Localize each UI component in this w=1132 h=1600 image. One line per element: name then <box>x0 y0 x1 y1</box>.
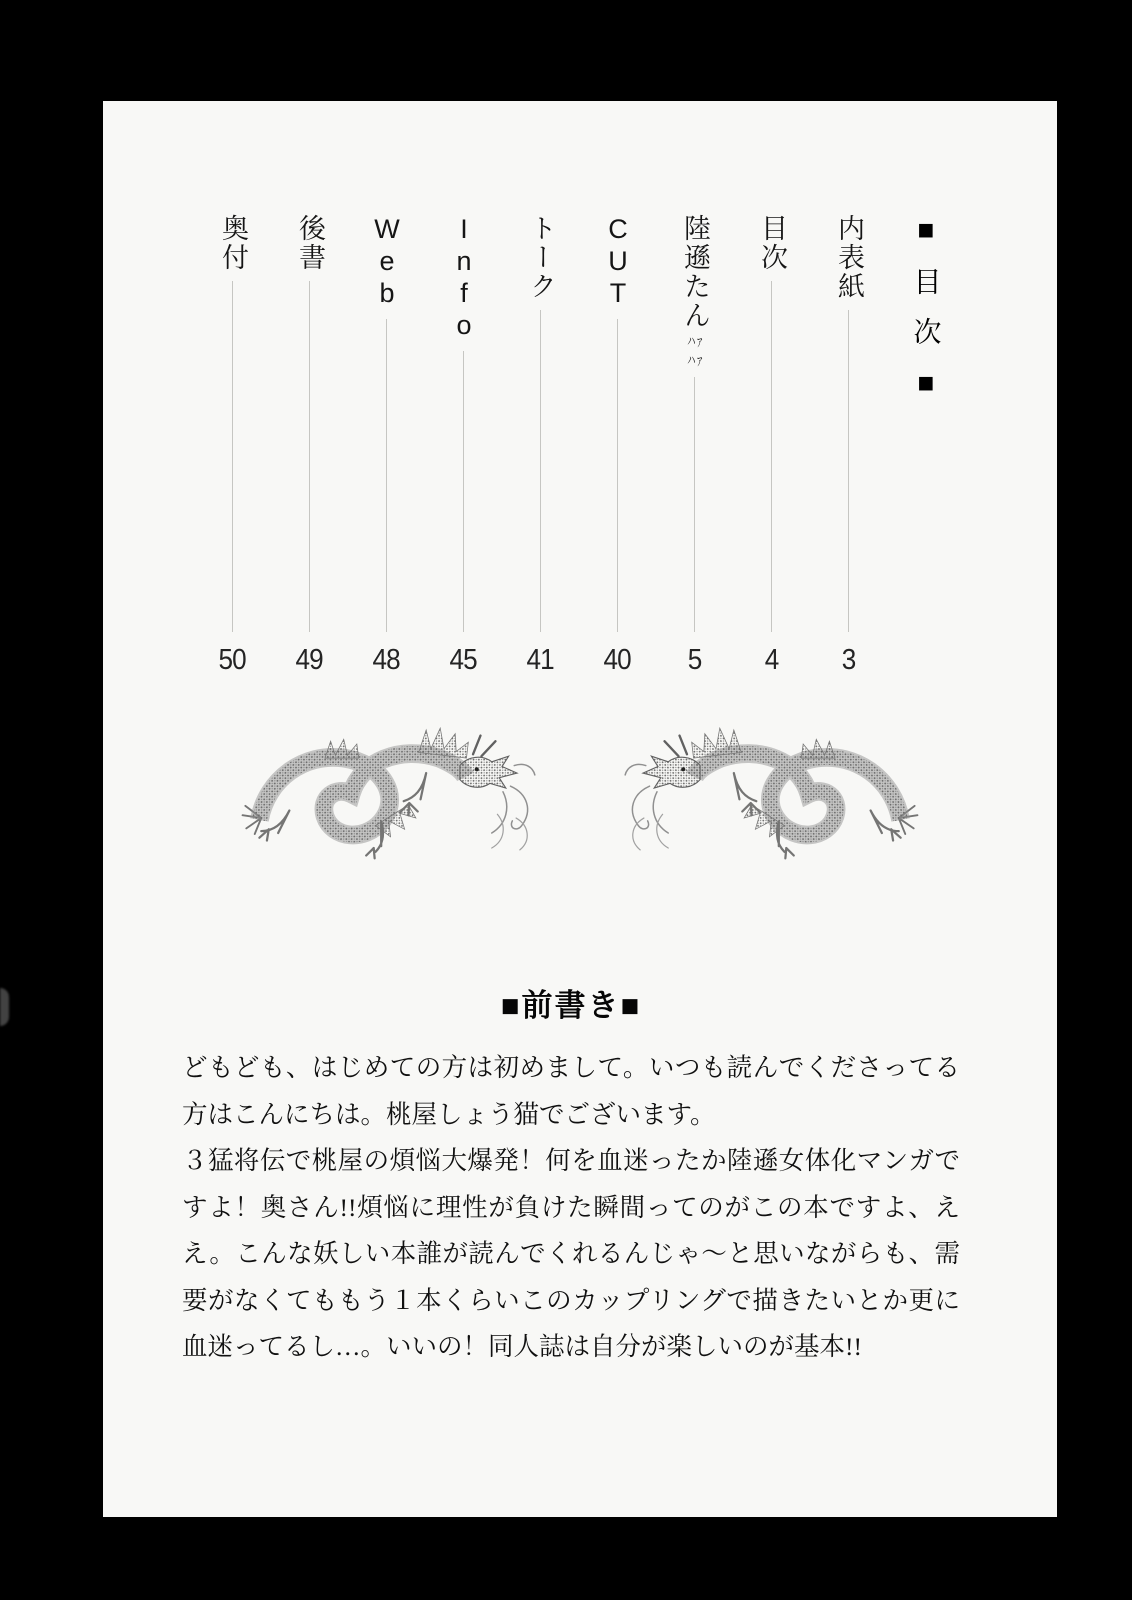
toc-entry-label: 奥付 <box>218 214 248 272</box>
toc-entry-contents <box>733 214 810 676</box>
leader-line <box>771 281 772 632</box>
toc-page-number: 49 <box>295 644 324 676</box>
foreword-line: 血迷ってるし…。いいの！同人誌は自分が楽しいのが基本!! <box>182 1332 862 1361</box>
leader-line <box>232 281 233 632</box>
leader-line <box>694 377 695 632</box>
leader-line <box>463 351 464 632</box>
foreword-line: ３猛将伝で桃屋の煩悩大爆発！何を血迷ったか陸遜女体化マンガで <box>182 1146 960 1175</box>
toc-entry-info <box>425 214 502 676</box>
dragon-right-icon <box>596 700 926 878</box>
toc-page-number: 3 <box>841 644 856 676</box>
leader-line <box>540 310 541 632</box>
toc-entry-afterword <box>271 214 348 676</box>
toc-page-number: 5 <box>687 644 702 676</box>
foreword-heading: ■前書き■ <box>500 988 642 1023</box>
table-of-contents <box>194 214 964 676</box>
foreword-line: え。こんな妖しい本誰が読んでくれるんじゃ～と思いながらも、需 <box>182 1239 960 1268</box>
toc-entry-label-main: 陸遜たん <box>680 214 710 330</box>
foreword-line: どもども、はじめての方は初めまして。いつも読んでくださってる <box>182 1053 960 1082</box>
toc-page-number: 41 <box>526 644 555 676</box>
toc-entry-talk <box>502 214 579 676</box>
foreword-line: 要がなくてももう１本くらいこのカップリングで描きたいとか更に <box>182 1285 960 1315</box>
toc-page-number: 48 <box>372 644 401 676</box>
scan-artifact <box>0 988 9 1026</box>
leader-line <box>617 319 618 632</box>
toc-entry-label <box>681 214 708 368</box>
toc-page-number: 40 <box>603 644 632 676</box>
toc-entry-label: 後書 <box>295 214 325 272</box>
leader-line <box>309 281 310 632</box>
foreword-line: すよ！奥さん!!煩悩に理性が負けた瞬間ってのがこの本ですよ、え <box>182 1192 960 1222</box>
toc-page-number: 4 <box>764 644 779 676</box>
toc-entry-label: トーク <box>526 214 556 301</box>
toc-entry-label-sub: ハァ <box>687 353 704 368</box>
toc-header-label: ■目次■ <box>910 214 942 420</box>
foreword-line: 方はこんにちは。桃屋しょう猫でございます。 <box>182 1099 716 1129</box>
foreword-section <box>182 980 960 1371</box>
toc-page-number: 45 <box>449 644 478 676</box>
toc-entry-label: Info <box>449 214 479 342</box>
toc-entry-colophon <box>194 214 271 676</box>
toc-entry-label: Web <box>372 214 402 310</box>
toc-entry-inner-cover <box>810 214 887 676</box>
toc-page-number: 50 <box>218 644 247 676</box>
toc-entry-label: CUT <box>603 214 633 310</box>
dragon-divider <box>103 700 1057 878</box>
toc-entry-label: 目次 <box>757 214 787 272</box>
toc-entry-label: 内表紙 <box>834 214 864 301</box>
toc-header <box>887 214 964 676</box>
toc-entry-rikuson-tan <box>656 214 733 676</box>
toc-entry-label-sub: ハァ <box>687 334 704 349</box>
dragon-left-icon <box>234 700 564 878</box>
toc-entry-web <box>348 214 425 676</box>
leader-line <box>386 319 387 632</box>
doujin-page <box>103 101 1057 1517</box>
leader-line <box>848 310 849 632</box>
toc-entry-cut <box>579 214 656 676</box>
